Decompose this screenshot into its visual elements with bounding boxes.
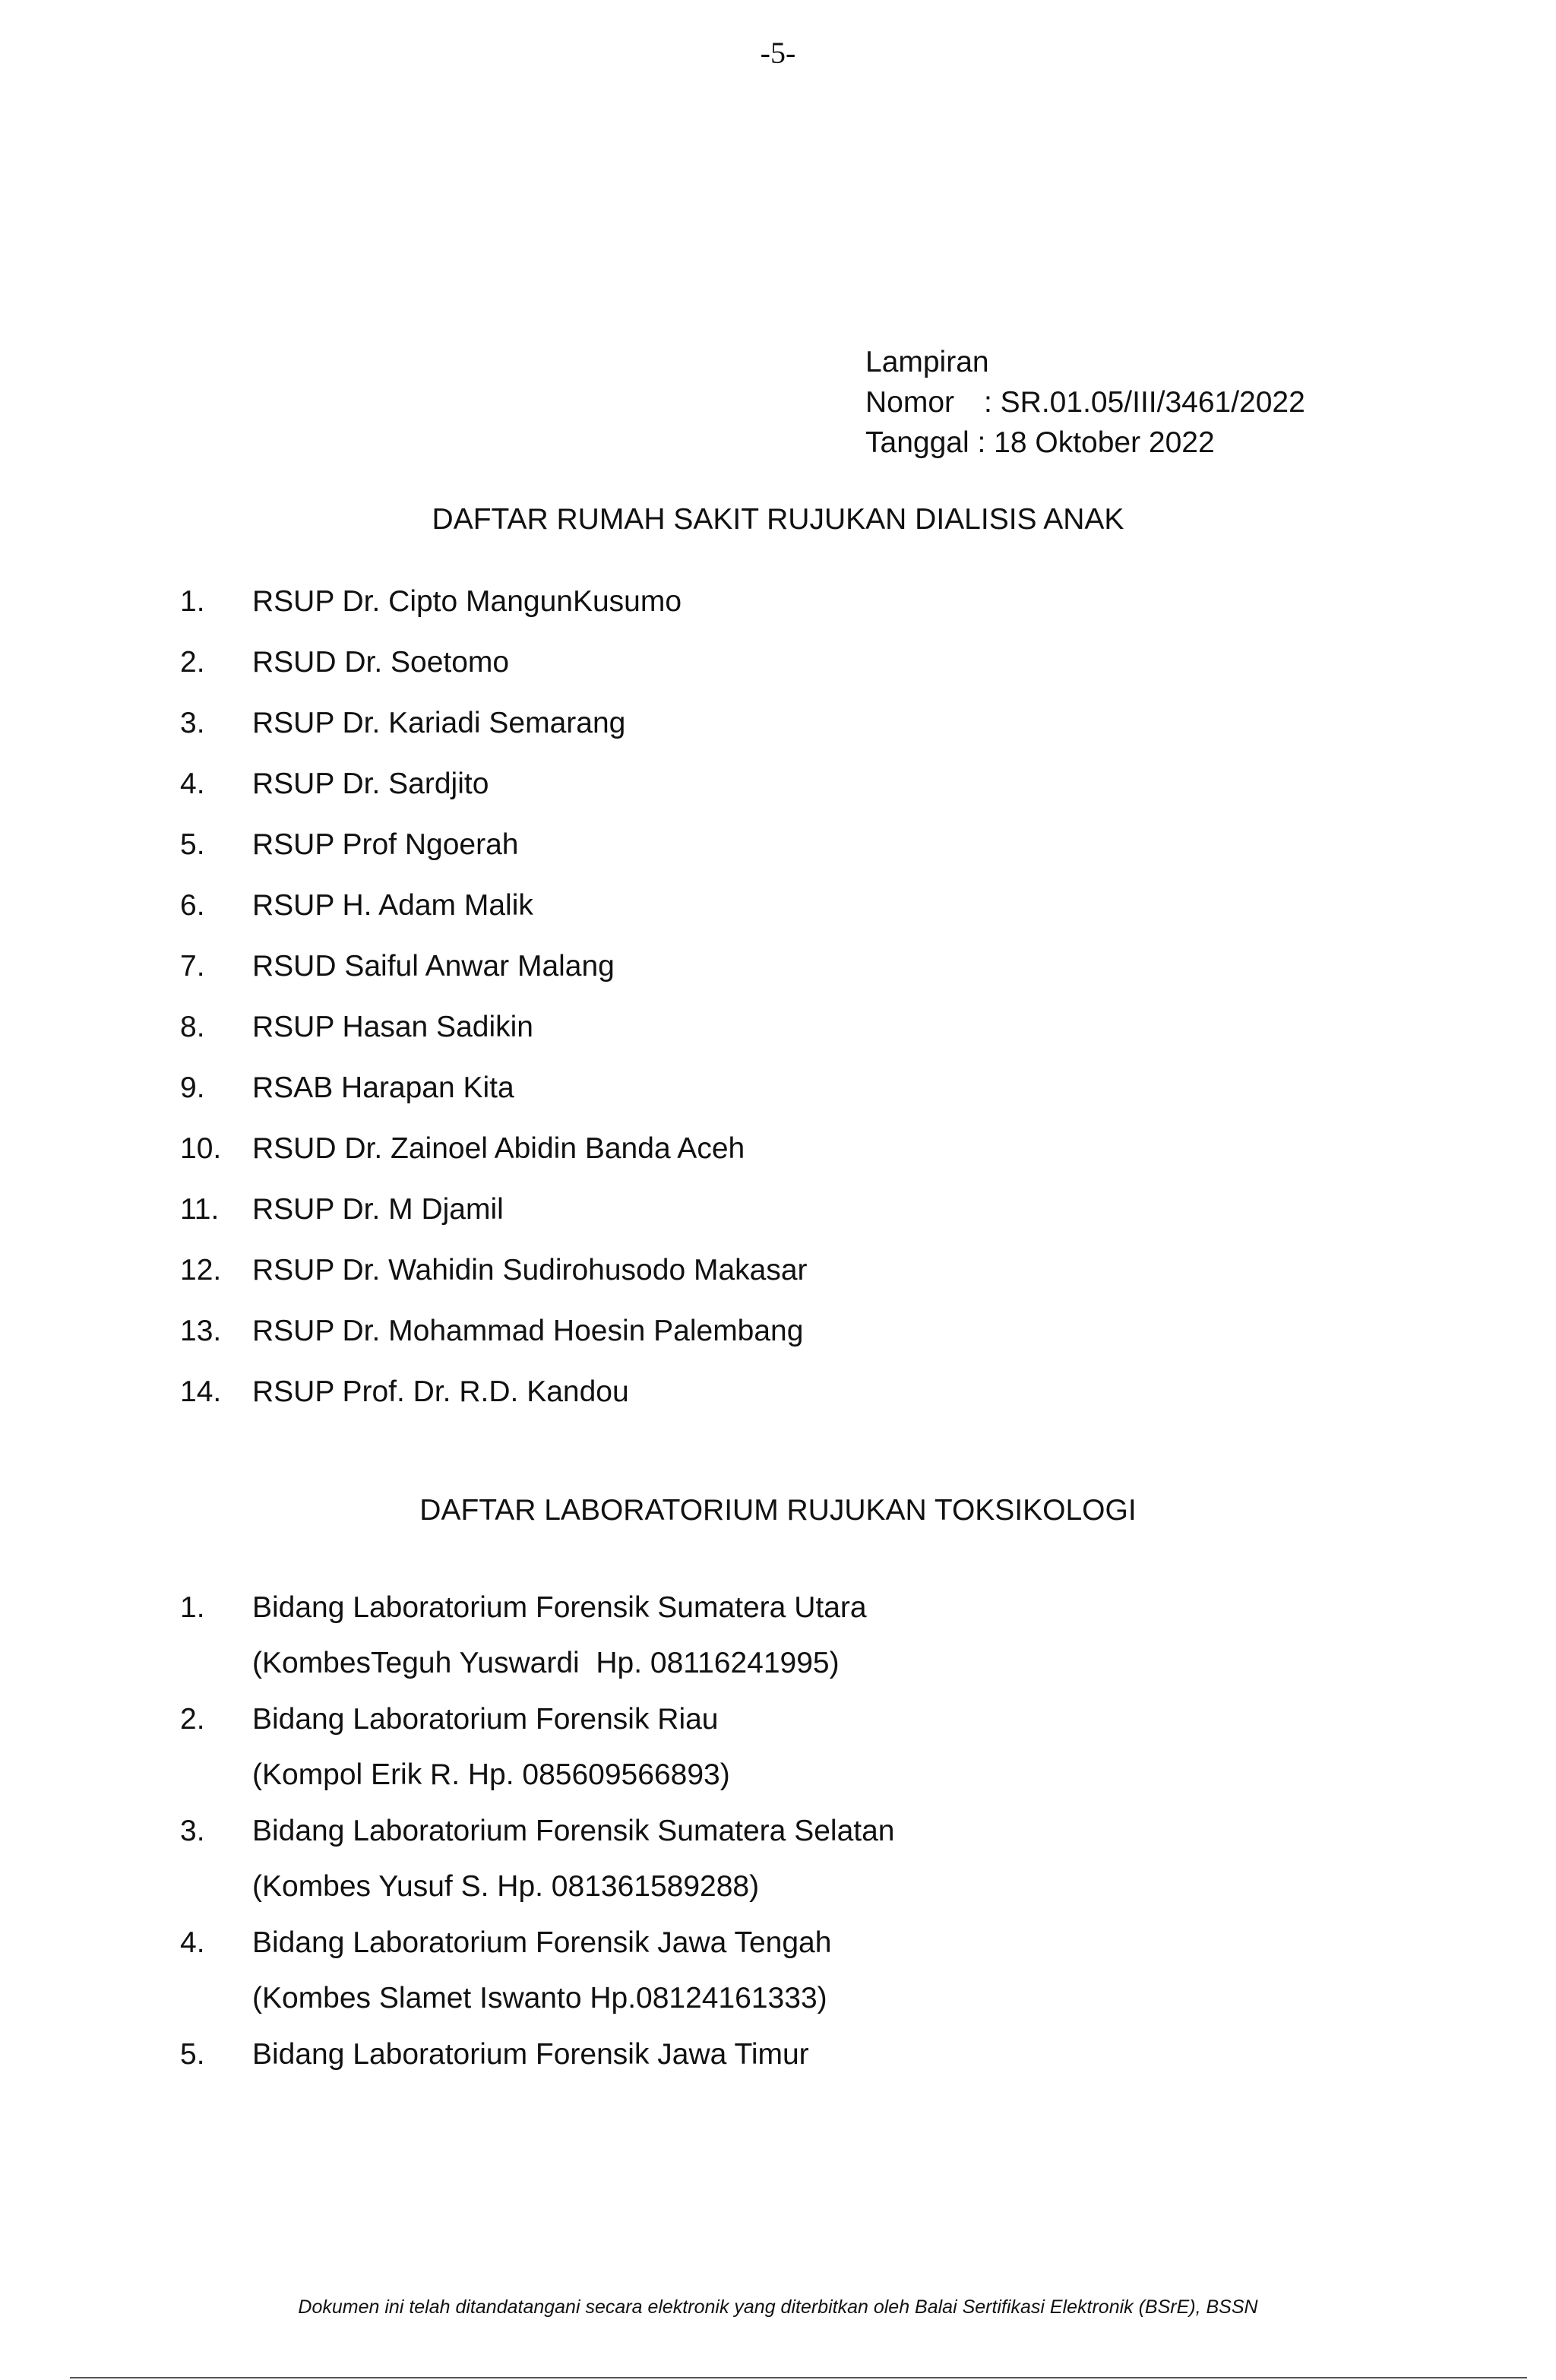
list-number: 6. [180, 889, 205, 922]
hospital-name: RSUP Dr. Mohammad Hoesin Palembang [252, 1315, 804, 1347]
hospital-name: RSUD Dr. Soetomo [252, 646, 510, 679]
tanggal-label: Tanggal [865, 426, 969, 459]
page-number: -5- [760, 36, 796, 70]
attachment-block [865, 342, 1305, 463]
lab-contact: (Kompol Erik R. Hp. 085609566893) [252, 1758, 730, 1791]
lab-list-heading: DAFTAR LABORATORIUM RUJUKAN TOKSIKOLOGI [419, 1494, 1137, 1527]
lab-name: Bidang Laboratorium Forensik Sumatera Utara [252, 1591, 867, 1624]
nomor-value: : SR.01.05/III/3461/2022 [984, 386, 1305, 419]
list-number: 10. [180, 1132, 222, 1165]
list-number: 12. [180, 1254, 222, 1287]
lab-name: Bidang Laboratorium Forensik Riau [252, 1703, 719, 1736]
hospital-name: RSUP H. Adam Malik [252, 889, 533, 922]
attachment-title: Lampiran [865, 346, 989, 378]
lab-name: Bidang Laboratorium Forensik Sumatera Selatan [252, 1815, 895, 1847]
list-number: 3. [180, 707, 205, 739]
list-number: 3. [180, 1815, 205, 1847]
list-number: 4. [180, 1926, 205, 1959]
hospital-name: RSUP Prof. Dr. R.D. Kandou [252, 1375, 629, 1408]
hospital-name: RSAB Harapan Kita [252, 1071, 514, 1104]
list-number: 1. [180, 1591, 205, 1624]
hospital-name: RSUP Hasan Sadikin [252, 1011, 533, 1043]
hospital-name: RSUD Saiful Anwar Malang [252, 950, 615, 983]
lab-name: Bidang Laboratorium Forensik Jawa Timur [252, 2038, 809, 2071]
lab-name: Bidang Laboratorium Forensik Jawa Tengah [252, 1926, 832, 1959]
hospital-list-heading: DAFTAR RUMAH SAKIT RUJUKAN DIALISIS ANAK [432, 503, 1124, 536]
hospital-name: RSUP Dr. Cipto MangunKusumo [252, 585, 682, 618]
tanggal-value: : 18 Oktober 2022 [977, 426, 1215, 459]
hospital-name: RSUP Dr. Wahidin Sudirohusodo Makasar [252, 1254, 808, 1287]
lab-contact: (Kombes Slamet Iswanto Hp.08124161333) [252, 1982, 827, 2014]
list-number: 5. [180, 828, 205, 861]
list-number: 7. [180, 950, 205, 983]
hospital-name: RSUP Dr. Sardjito [252, 767, 489, 800]
nomor-label: Nomor [865, 386, 955, 419]
hospital-name: RSUD Dr. Zainoel Abidin Banda Aceh [252, 1132, 745, 1165]
footer-divider [70, 2377, 1527, 2378]
list-number: 2. [180, 1703, 205, 1736]
lab-contact: (Kombes Yusuf S. Hp. 081361589288) [252, 1870, 760, 1903]
lab-contact: (KombesTeguh Yuswardi Hp. 08116241995) [252, 1647, 840, 1679]
attachment-nomor-row [865, 382, 1305, 423]
list-number: 4. [180, 767, 205, 800]
hospital-name: RSUP Dr. M Djamil [252, 1193, 504, 1226]
list-number: 2. [180, 646, 205, 679]
e-signature-note: Dokumen ini telah ditandatangani secara elektronik yang diterbitkan oleh Balai Sertifikasi Elektronik (BSrE), BSSN [298, 2296, 1258, 2318]
list-number: 1. [180, 585, 205, 618]
list-number: 8. [180, 1011, 205, 1043]
hospital-name: RSUP Prof Ngoerah [252, 828, 519, 861]
attachment-tanggal-row [865, 423, 1305, 463]
list-number: 13. [180, 1315, 222, 1347]
list-number: 9. [180, 1071, 205, 1104]
hospital-name: RSUP Dr. Kariadi Semarang [252, 707, 626, 739]
list-number: 11. [180, 1193, 220, 1226]
list-number: 14. [180, 1375, 222, 1408]
list-number: 5. [180, 2038, 205, 2071]
